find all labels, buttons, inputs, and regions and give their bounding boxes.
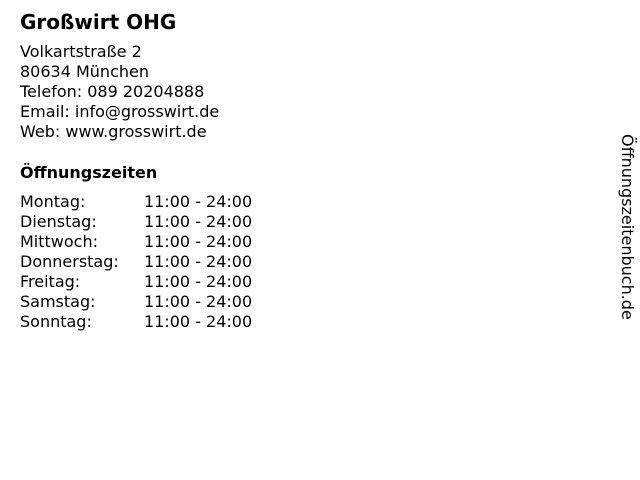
business-name: Großwirt OHG: [20, 10, 177, 34]
hours-row-saturday: [20, 292, 580, 312]
hours-row-thursday: [20, 252, 580, 272]
day-label: Dienstag:: [20, 212, 97, 231]
time-range: 11:00 - 24:00: [144, 292, 253, 311]
time-range: 11:00 - 24:00: [144, 312, 253, 331]
opening-hours-title: Öffnungszeiten: [20, 163, 158, 182]
opening-hours-table: [20, 192, 580, 332]
day-label: Montag:: [20, 192, 86, 211]
hours-row-wednesday: [20, 232, 580, 252]
time-range: 11:00 - 24:00: [144, 272, 253, 291]
time-range: 11:00 - 24:00: [144, 192, 253, 211]
hours-row-tuesday: [20, 212, 580, 232]
day-label: Mittwoch:: [20, 232, 98, 251]
time-range: 11:00 - 24:00: [144, 232, 253, 251]
city-line: 80634 München: [20, 62, 149, 81]
hours-row-friday: [20, 272, 580, 292]
phone-number: Telefon: 089 20204888: [20, 82, 205, 101]
hours-row-monday: [20, 192, 580, 212]
day-label: Freitag:: [20, 272, 81, 291]
hours-row-sunday: [20, 312, 580, 332]
day-label: Sonntag:: [20, 312, 92, 331]
time-range: 11:00 - 24:00: [144, 252, 253, 271]
brand-side-text: Öffnungszeitenbuch.de: [618, 134, 637, 320]
website-address: Web: www.grosswirt.de: [20, 122, 207, 141]
time-range: 11:00 - 24:00: [144, 212, 253, 231]
day-label: Samstag:: [20, 292, 96, 311]
email-address: Email: info@grosswirt.de: [20, 102, 220, 121]
street-address: Volkartstraße 2: [20, 42, 142, 61]
day-label: Donnerstag:: [20, 252, 119, 271]
business-card: [20, 10, 580, 332]
